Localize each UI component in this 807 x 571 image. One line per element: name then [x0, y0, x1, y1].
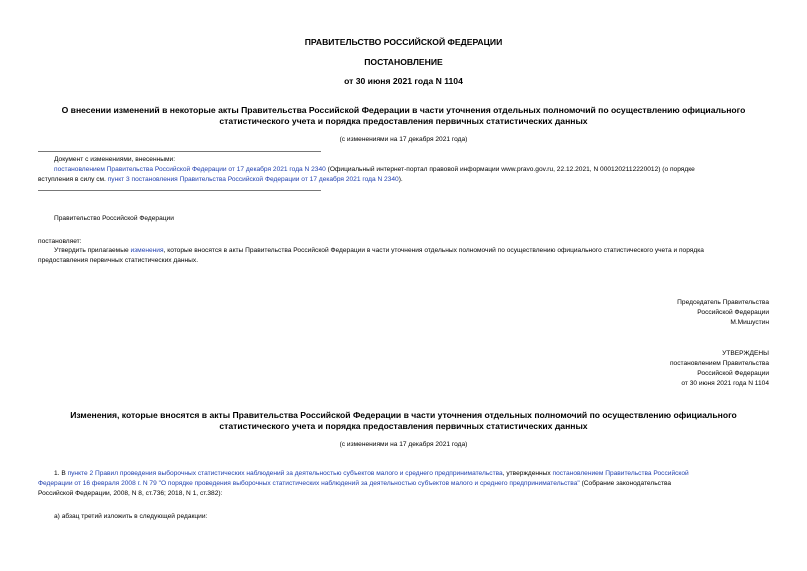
changes-intro: Документ с изменениями, внесенными:: [54, 156, 176, 163]
document-type: ПОСТАНОВЛЕНИЕ: [364, 57, 443, 67]
signature-country: Российской Федерации: [697, 309, 769, 316]
effective-note: вступления в силу см.: [38, 176, 108, 183]
item-1-tail: (Собрание законодательства: [579, 480, 672, 487]
box-bottom-rule: [38, 190, 321, 191]
decree-link-part-1[interactable]: постановлением Правительства Российской: [552, 470, 689, 477]
approved-date: от 30 июня 2021 года N 1104: [681, 380, 769, 387]
resolves-label: постановляет:: [38, 238, 82, 245]
effective-link[interactable]: пункт 3 постановления Правительства Российской Федерации от 17 декабря 2021 года N 2340: [107, 176, 399, 183]
changes-link[interactable]: изменения: [130, 247, 164, 254]
government-heading: ПРАВИТЕЛЬСТВО РОССИЙСКОЙ ФЕДЕРАЦИИ: [304, 37, 503, 47]
changes-line-2: [38, 175, 403, 184]
item-1-line-2: [38, 479, 671, 488]
approve-line-2: предоставления первичных статистических данных.: [38, 257, 199, 264]
approve-post: , которые вносятся в акты Правительства Российской Федерации в части уточнения отдельных полномочий по осуществлению официального статистического учета и порядка: [163, 247, 704, 254]
subitem-a: а) абзац третий изложить в следующей редакции:: [54, 513, 208, 520]
approve-pre: Утвердить прилагаемые: [54, 247, 131, 254]
gov-rf-label: Правительство Российской Федерации: [54, 215, 174, 222]
signature-title: Председатель Правительства: [677, 299, 769, 306]
approved-by: постановлением Правительства: [669, 360, 769, 367]
changes-line-1: [54, 165, 774, 174]
document-title-line-2: статистического учета и порядка предоставления первичных статистических данных: [219, 116, 588, 126]
approved-country: Российской Федерации: [697, 370, 769, 377]
effective-close: ).: [398, 176, 403, 183]
amendment-source: (Официальный интернет-портал правовой информации www.pravo.gov.ru, 22.12.2021, N 0001202112220012) (о порядке: [325, 166, 695, 173]
approve-line-1: [54, 246, 704, 255]
approved-heading: УТВЕРЖДЕНЫ: [722, 350, 769, 357]
signature-name: М.Мишустин: [730, 319, 769, 326]
changes-title-line-1: Изменения, которые вносятся в акты Правительства Российской Федерации в части уточнения отдельных полномочий по осуществлению официального: [70, 410, 737, 420]
changes-title-line-2: статистического учета и порядка предоставления первичных статистических данных: [219, 421, 588, 431]
amended-note: (с изменениями на 17 декабря 2021 года): [339, 136, 468, 143]
document-title-line-1: О внесении изменений в некоторые акты Правительства Российской Федерации в части уточнения отдельных полномочий по осуществлению официального: [61, 105, 746, 115]
decree-link-part-2[interactable]: Федерации от 16 февраля 2008 г. N 79 "О порядке проведения выборочных статистических наблюдений за деятельностью субъектов малого и среднего предпринимательства": [38, 480, 580, 487]
item-1-number: 1. В: [54, 470, 68, 477]
box-top-rule: [38, 151, 321, 152]
rules-link[interactable]: пункте 2 Правил проведения выборочных статистических наблюдений за деятельностью субъектов малого и среднего предпринимательства: [67, 470, 503, 477]
amendment-link[interactable]: постановлением Правительства Российской Федерации от 17 декабря 2021 года N 2340: [54, 166, 326, 173]
item-1-line-3: Российской Федерации, 2008, N 8, ст.736; 2018, N 1, ст.382):: [38, 490, 223, 497]
item-1-mid: , утвержденных: [502, 470, 553, 477]
item-1-line-1: [54, 469, 689, 478]
changes-amended-note: (с изменениями на 17 декабря 2021 года): [339, 441, 468, 448]
document-date-number: от 30 июня 2021 года N 1104: [344, 76, 463, 86]
